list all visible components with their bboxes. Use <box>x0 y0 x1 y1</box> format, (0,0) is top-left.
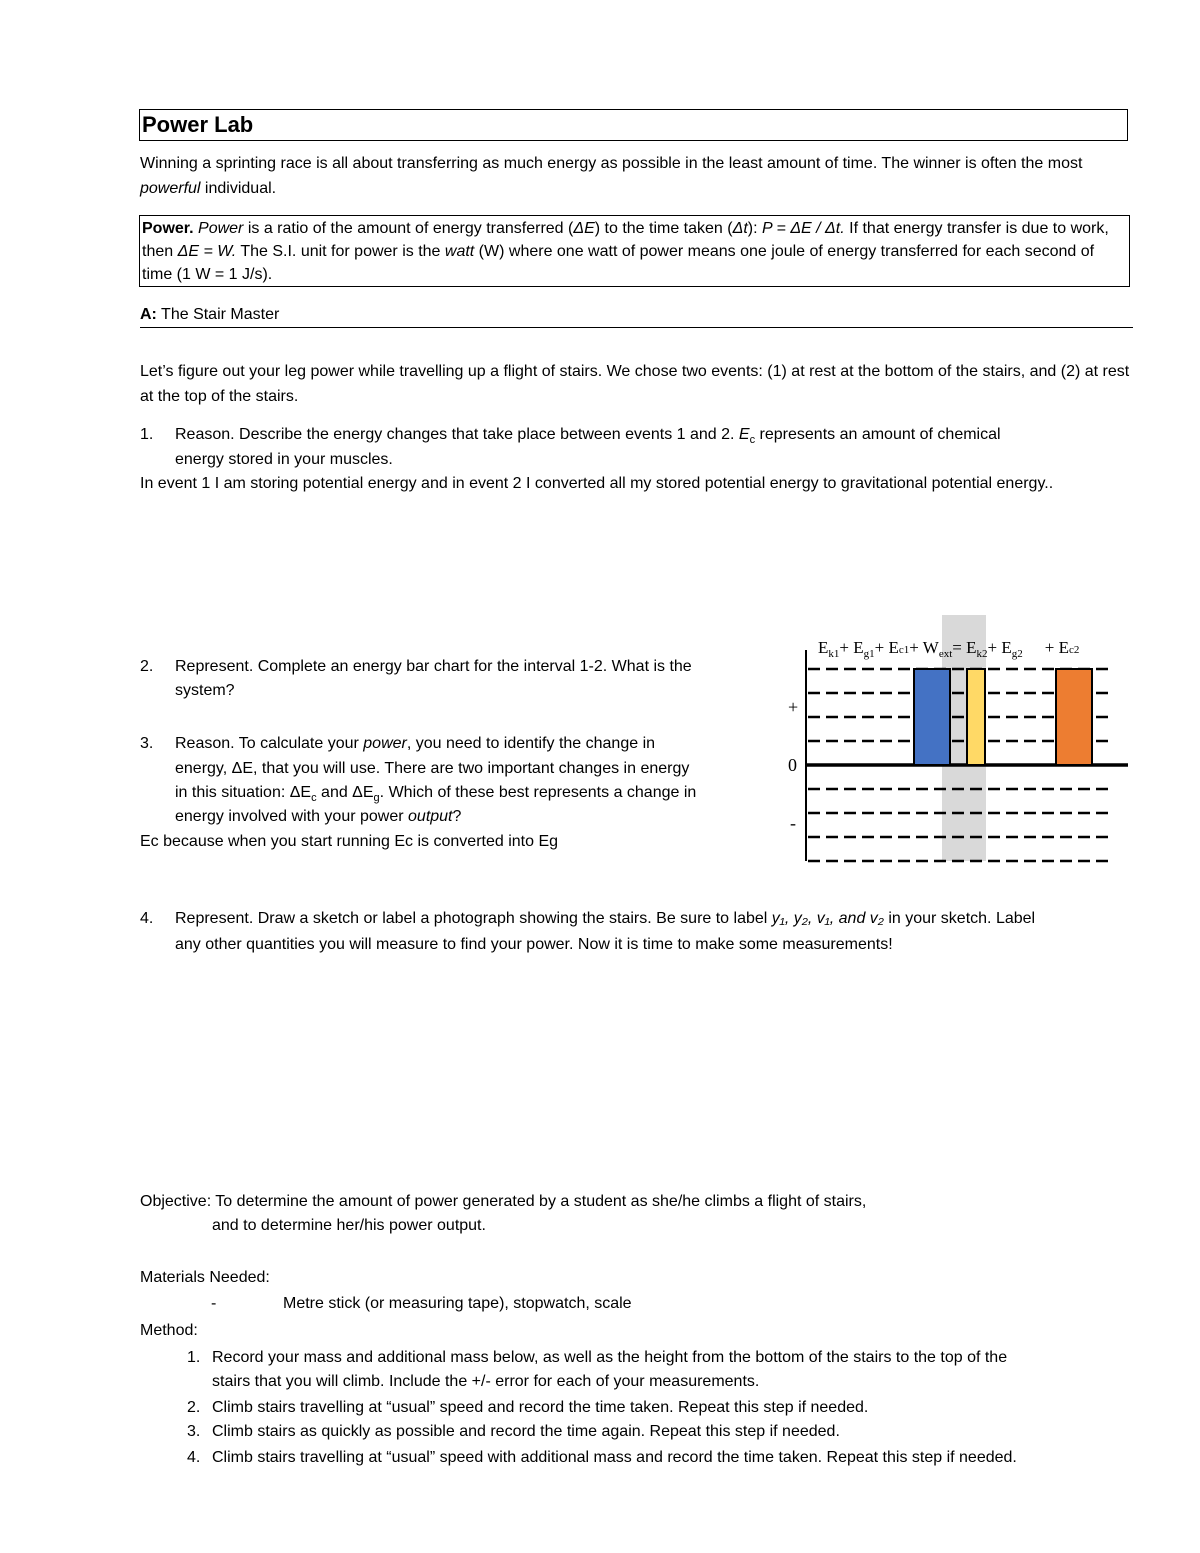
q3-l4b: ? <box>452 808 462 825</box>
intro-emph: powerful <box>140 180 201 197</box>
q3-answer: Ec because when you start running Ec is converted into Eg <box>140 833 559 850</box>
q2-line2: system? <box>175 682 235 699</box>
method-list <box>187 1345 1127 1469</box>
q1-line1: Reason. Describe the energy changes that take place between events 1 and 2. <box>175 426 739 443</box>
hdr-plus-e: + E <box>987 638 1012 657</box>
axis-label-zero: 0 <box>788 755 797 775</box>
definition-text: (W) where one watt of power means one joule of energy transferred for each second of time (1 W = 1 J/s). <box>142 243 1095 283</box>
objective-label: Objective: <box>140 1193 212 1210</box>
definition-delta-e: ΔE <box>573 220 595 237</box>
materials-dash: - <box>211 1295 217 1312</box>
energy-bar-chart <box>780 615 1140 875</box>
definition-power: Power <box>198 220 244 237</box>
objective <box>140 1189 1130 1239</box>
q1-text <box>175 422 1125 447</box>
definition-text: ): <box>747 220 762 237</box>
hdr-k1: k1 <box>828 648 840 660</box>
step-text: Record your mass and additional mass below, as well as the height from the bottom of the stairs to the top of the <box>212 1349 1008 1366</box>
hdr-c2: c2 <box>1068 644 1080 656</box>
hdr-eq-e: = E <box>952 638 977 657</box>
method-step-1 <box>187 1345 1127 1395</box>
section-letter: A: <box>140 306 157 323</box>
materials-item: Metre stick (or measuring tape), stopwatch, scale <box>283 1295 632 1312</box>
axis-label-plus: + <box>788 697 799 717</box>
hdr-c1: c1 <box>898 644 910 656</box>
q3-l4a: energy involved with your power <box>175 808 409 825</box>
bar-wext <box>967 669 985 765</box>
section-title: The Stair Master <box>161 306 280 323</box>
definition-text: If that energy transfer is due to work, then <box>142 220 1109 260</box>
q3-l1a: Reason. To calculate your <box>175 735 364 752</box>
q1-answer: In event 1 I am storing potential energy and in event 2 I converted all my stored potential energy to gravitational potential energy.. <box>140 475 1054 492</box>
definition-formula2: ΔE = W. <box>177 243 237 260</box>
q1-line2: energy stored in your muscles. <box>175 451 393 468</box>
step-number: 2. <box>187 1399 201 1416</box>
q1-ec: E <box>738 426 750 443</box>
materials-label: Materials Needed: <box>140 1269 270 1286</box>
method-step-2 <box>187 1395 1127 1419</box>
objective-line1: To determine the amount of power generated by a student as she/he climbs a flight of stairs, <box>211 1193 867 1210</box>
q4-l1b: in your sketch. Label <box>883 910 1036 927</box>
q3-l3c: . Which of these best represents a change in <box>379 784 697 801</box>
bar-ec1 <box>914 669 950 765</box>
q3-output: output <box>408 808 453 825</box>
q3-sub-g: g <box>373 792 380 805</box>
hdr-plus-e: + E <box>874 638 899 657</box>
definition-term: Power. <box>142 220 194 237</box>
q3-sub-c: c <box>311 792 317 805</box>
definition-delta-t: Δt <box>732 220 748 237</box>
q1-ec-sub: c <box>749 434 756 447</box>
question-1 <box>140 422 1130 532</box>
q4-vars: y₁, y₂, v₁, and v₂ <box>771 910 884 927</box>
q1-number: 1. <box>140 426 154 443</box>
q3-l2: energy, ΔE, that you will use. There are two important changes in energy <box>175 760 690 777</box>
hdr-plus-e: + E <box>1044 638 1069 657</box>
q2-line1: Represent. Complete an energy bar chart for the interval 1-2. What is the <box>175 658 692 675</box>
question-3 <box>140 731 780 861</box>
q3-l3a: in this situation: ΔE <box>175 784 312 801</box>
q1-line1b: represents an amount of chemical <box>755 426 1001 443</box>
hdr-e: E <box>818 638 829 657</box>
bars <box>914 669 1092 765</box>
bar-eg2 <box>1056 669 1092 765</box>
definition-formula: P = ΔE / Δt. <box>762 220 845 237</box>
step-number: 3. <box>187 1423 201 1440</box>
q4-number: 4. <box>140 910 154 927</box>
step-number: 4. <box>187 1449 201 1466</box>
intro-text: Winning a sprinting race is all about transferring as much energy as possible in the least amount of time. The winner is often the most <box>140 155 1083 172</box>
method-step-3 <box>187 1419 1127 1445</box>
step-text: Climb stairs travelling at “usual” speed with additional mass and record the time taken. Repeat this step if needed. <box>212 1449 1017 1466</box>
axis-label-minus: - <box>790 813 796 833</box>
stairs-intro: Let’s figure out your leg power while travelling up a flight of stairs. We chose two events: (1) at rest at the bottom of the stairs, and (2) at rest at the top of the stairs. <box>140 363 1130 405</box>
hdr-g1: g1 <box>863 648 875 660</box>
hdr-plus-e: + E <box>839 638 864 657</box>
intro-text-end: individual. <box>200 180 277 197</box>
step-text: Climb stairs as quickly as possible and record the time again. Repeat this step if needed. <box>212 1423 840 1440</box>
q4-l2: any other quantities you will measure to find your power. Now it is time to make some measurements! <box>175 936 893 953</box>
hdr-plus-w: + W <box>909 638 939 657</box>
q3-number: 3. <box>140 735 154 752</box>
step-text: Climb stairs travelling at “usual” speed and record the time taken. Repeat this step if needed. <box>212 1399 869 1416</box>
question-4 <box>140 906 1130 958</box>
q3-l1b: , you need to identify the change in <box>406 735 656 752</box>
step-text-2: stairs that you will climb. Include the +/- error for each of your measurements. <box>212 1373 760 1390</box>
method-step-4 <box>187 1445 1127 1469</box>
q2-number: 2. <box>140 658 154 675</box>
intro-paragraph <box>140 151 1130 201</box>
definition-watt: watt <box>444 243 475 260</box>
definition-text: is a ratio of the amount of energy transferred ( <box>243 220 574 237</box>
definition-text: ) to the time taken ( <box>594 220 733 237</box>
definition-box <box>139 215 1130 287</box>
q4-l1a: Represent. Draw a sketch or label a photograph showing the stairs. Be sure to label <box>175 910 772 927</box>
q3-power: power <box>363 735 407 752</box>
hdr-k2: k2 <box>976 648 988 660</box>
page-title: Power Lab <box>139 109 1128 141</box>
section-a-heading <box>140 303 1133 328</box>
definition-text: The S.I. unit for power is the <box>236 243 445 260</box>
question-2 <box>140 654 780 704</box>
step-number: 1. <box>187 1349 201 1366</box>
method-label: Method: <box>140 1322 198 1339</box>
q3-l3b: and ΔE <box>316 784 374 801</box>
hdr-g2: g2 <box>1011 648 1023 660</box>
objective-line2: and to determine her/his power output. <box>212 1217 486 1234</box>
hdr-ext: ext <box>938 648 953 660</box>
